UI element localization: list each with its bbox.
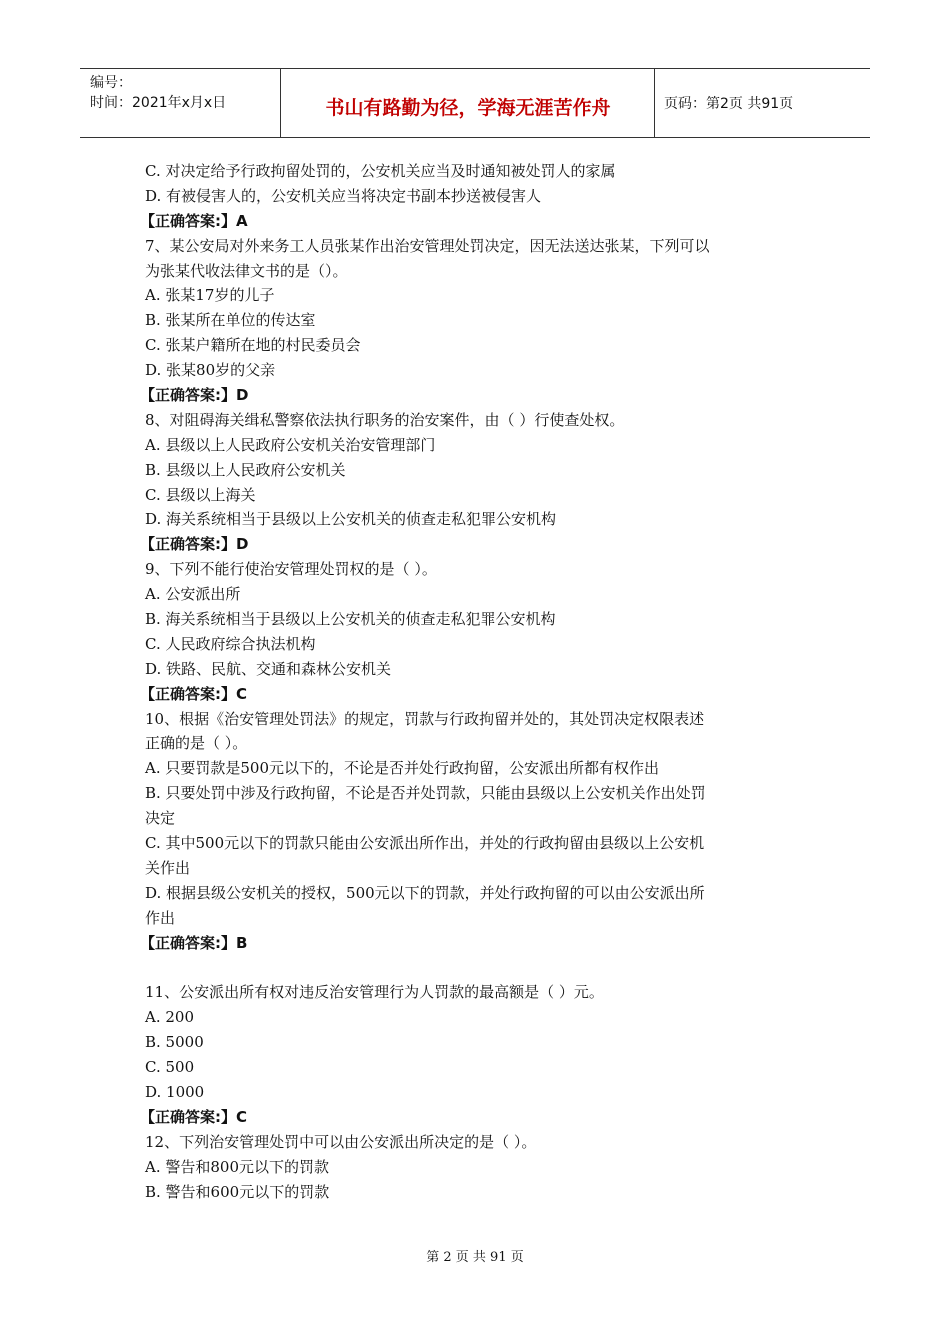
text-line: B. 张某所在单位的传达室	[145, 311, 316, 330]
number-label: 编号：	[90, 75, 132, 91]
text-line: C. 其中500元以下的罚款只能由公安派出所作出，并处的行政拘留由县级以上公安机	[145, 834, 705, 853]
text-line: A. 张某17岁的儿子	[145, 286, 275, 305]
text-line: D. 海关系统相当于县级以上公安机关的侦查走私犯罪公安机构	[145, 510, 557, 529]
document-body	[140, 159, 825, 1204]
text-line: 8、对阻碍海关缉私警察依法执行职务的治安案件，由（ ）行使查处权。	[145, 410, 625, 429]
header-motto: 书山有路勤为径，学海无涯苦作舟	[325, 97, 611, 119]
text-line: C. 张某户籍所在地的村民委员会	[145, 336, 361, 355]
text-line: A. 警告和800元以下的罚款	[145, 1157, 329, 1176]
text-line: 11、公安派出所有权对违反治安管理行为人罚款的最高额是（ ）元。	[145, 983, 604, 1002]
answer-line: 【正确答案:】C	[140, 1107, 248, 1126]
text-line: B. 只要处罚中涉及行政拘留，不论是否并处罚款，只能由县级以上公安机关作出处罚	[145, 784, 706, 803]
answer-line: 【正确答案:】D	[140, 386, 249, 405]
header-page-info: 页码：第2页 共91页	[664, 96, 794, 112]
answer-line: 【正确答案:】B	[140, 933, 248, 952]
text-line: A. 只要罚款是500元以下的，不论是否并处行政拘留，公安派出所都有权作出	[145, 759, 660, 778]
time-label: 时间：2021年x月x日	[90, 95, 227, 111]
page-footer: 第 2 页 共 91 页	[426, 1250, 524, 1265]
text-line: B. 警告和600元以下的罚款	[145, 1182, 330, 1201]
header-meta	[90, 73, 226, 113]
answer-line: 【正确答案:】A	[140, 211, 248, 230]
text-line: 为张某代收法律文书的是（）。	[145, 261, 348, 280]
text-line: A. 200	[145, 1008, 194, 1027]
page-header	[80, 68, 870, 138]
text-line: D. 铁路、民航、交通和森林公安机关	[145, 659, 392, 678]
text-line: D. 有被侵害人的，公安机关应当将决定书副本抄送被侵害人	[145, 186, 542, 205]
text-line: 关作出	[145, 858, 191, 877]
text-line: C. 500	[145, 1058, 195, 1077]
text-line: A. 公安派出所	[145, 585, 241, 604]
text-line: 7、某公安局对外来务工人员张某作出治安管理处罚决定，因无法送达张某，下列可以	[145, 236, 710, 255]
header-divider	[280, 69, 281, 137]
text-line: D. 张某80岁的父亲	[145, 361, 276, 380]
text-line: C. 对决定给予行政拘留处罚的，公安机关应当及时通知被处罚人的家属	[145, 162, 616, 180]
text-line: D. 根据县级公安机关的授权，500元以下的罚款，并处行政拘留的可以由公安派出所	[145, 883, 705, 902]
text-line: 9、下列不能行使治安管理处罚权的是（ ）。	[145, 560, 437, 579]
text-line: 正确的是（ ）。	[145, 734, 248, 753]
text-line: 12、下列治安管理处罚中可以由公安派出所决定的是（ ）。	[145, 1132, 537, 1151]
blank-line	[145, 956, 825, 981]
text-line: C. 人民政府综合执法机构	[145, 634, 316, 653]
text-line: 决定	[145, 809, 176, 828]
text-line: A. 县级以上人民政府公安机关治安管理部门	[145, 435, 436, 454]
answer-line: 【正确答案:】C	[140, 684, 248, 703]
text-line: B. 5000	[145, 1033, 204, 1052]
text-line: B. 县级以上人民政府公安机关	[145, 460, 346, 479]
answer-line: 【正确答案:】D	[140, 535, 249, 554]
header-divider	[654, 69, 655, 137]
text-line: C. 县级以上海关	[145, 485, 256, 504]
text-line: D. 1000	[145, 1082, 205, 1101]
text-line: 作出	[145, 908, 176, 927]
text-line: B. 海关系统相当于县级以上公安机关的侦查走私犯罪公安机构	[145, 610, 556, 629]
text-line: 10、根据《治安管理处罚法》的规定，罚款与行政拘留并处的，其处罚决定权限表述	[145, 709, 705, 728]
